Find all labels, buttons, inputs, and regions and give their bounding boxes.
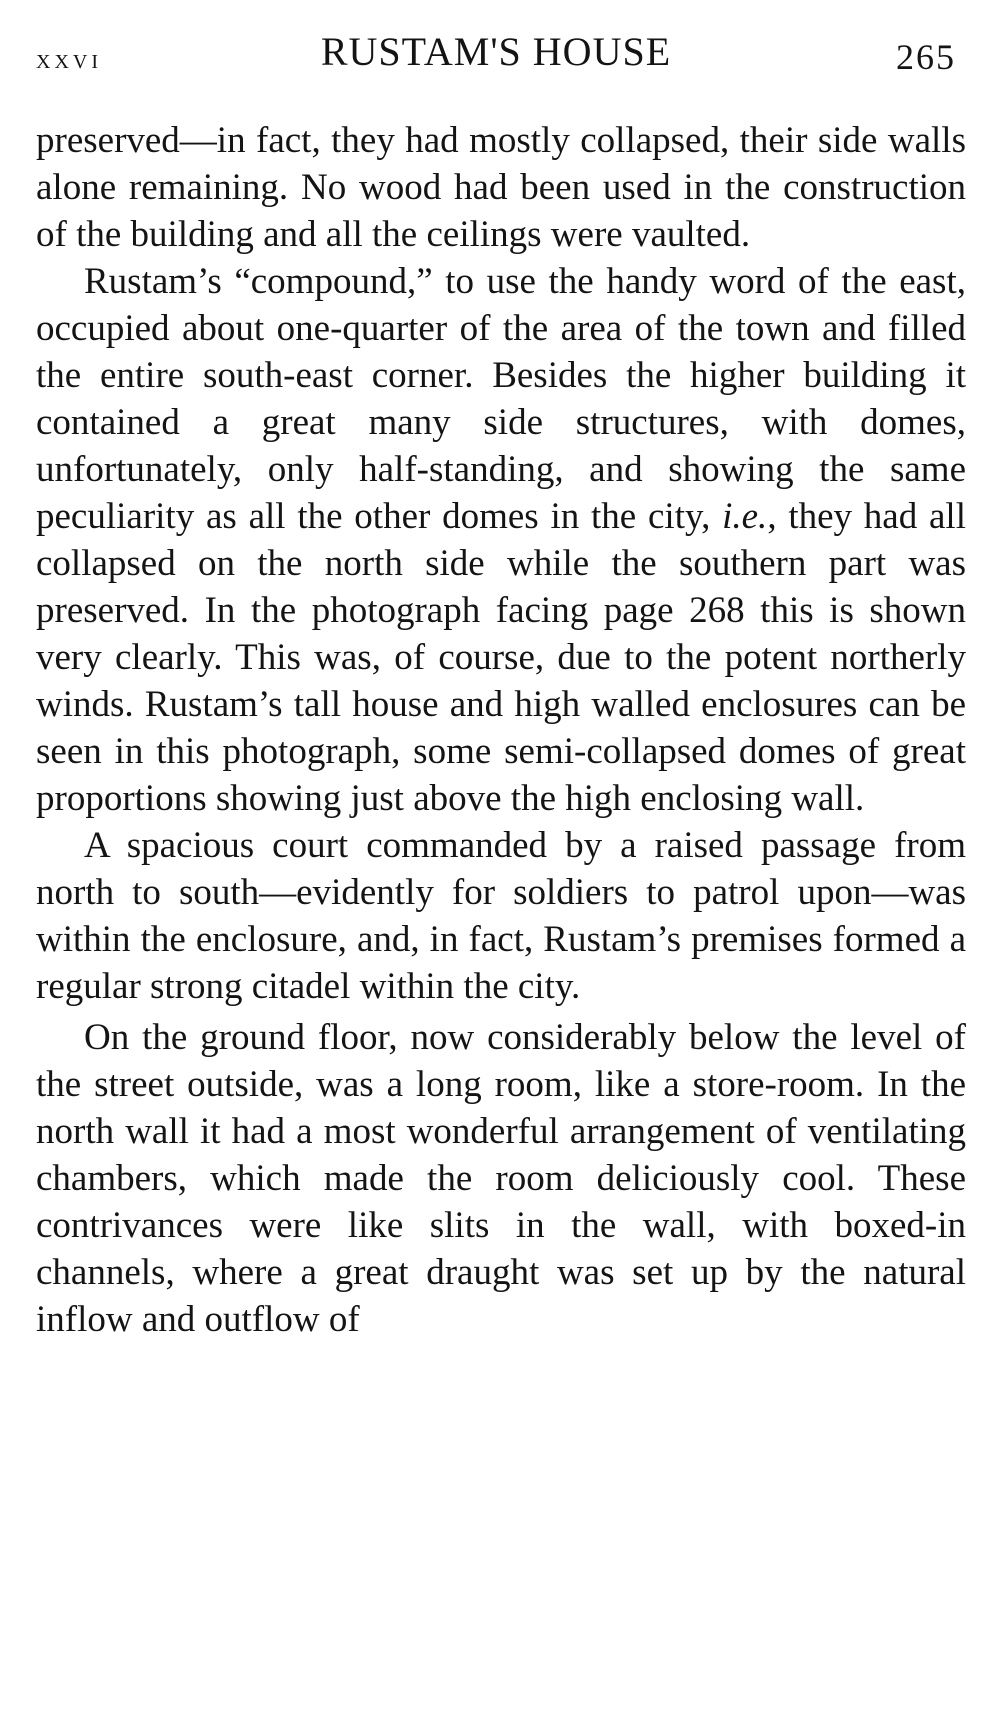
paragraph-2-part-2: , they had all collapsed on the north side while the southern part was preserved. In the photograph facing page 268 this is shown very clearly. This was, of course, due to the potent northerly winds. Rustam’s tall house and high walled enclosures can be seen in this photograph, some semi-collapsed domes of great proportions showing just above the high enclosing wall. (36, 496, 966, 819)
running-head (36, 28, 956, 88)
page-number: 265 (896, 37, 956, 77)
chapter-number: xxvi (36, 44, 102, 75)
paragraph-1: preserved—in fact, they had mostly collapsed, their side walls alone remaining. No wood had been used in the construction of the building and all the ceilings were vaulted. (36, 120, 966, 255)
paragraph-2-italic: i.e. (722, 496, 768, 537)
paragraph-2-part-1: Rustam’s “compound,” to use the handy word of the east, occupied about one-quarter of the area of the town and filled the entire south-east corner. Besides the higher building it contained a great many side structures, with domes, unfortunately, only half-standing, and showing the same peculiarity as all the other domes in the city, (36, 261, 966, 537)
body-text (36, 117, 966, 1343)
chapter-title: RUSTAM'S HOUSE (320, 29, 672, 74)
paragraph-3: A spacious court commanded by a raised passage from north to south—evidently for soldiers to patrol upon—was within the enclosure, and, in fact, Rustam’s premises formed a regular strong citadel within the city. (36, 825, 966, 1007)
paragraph-4: On the ground floor, now considerably below the level of the street outside, was a long room, like a store-room. In the north wall it had a most wonderful arrangement of ventilating chambers, which made the room deliciously cool. These contrivances were like slits in the wall, with boxed-in channels, where a great draught was set up by the natural inflow and outflow of (36, 1017, 966, 1340)
paragraph-2 (36, 258, 966, 822)
